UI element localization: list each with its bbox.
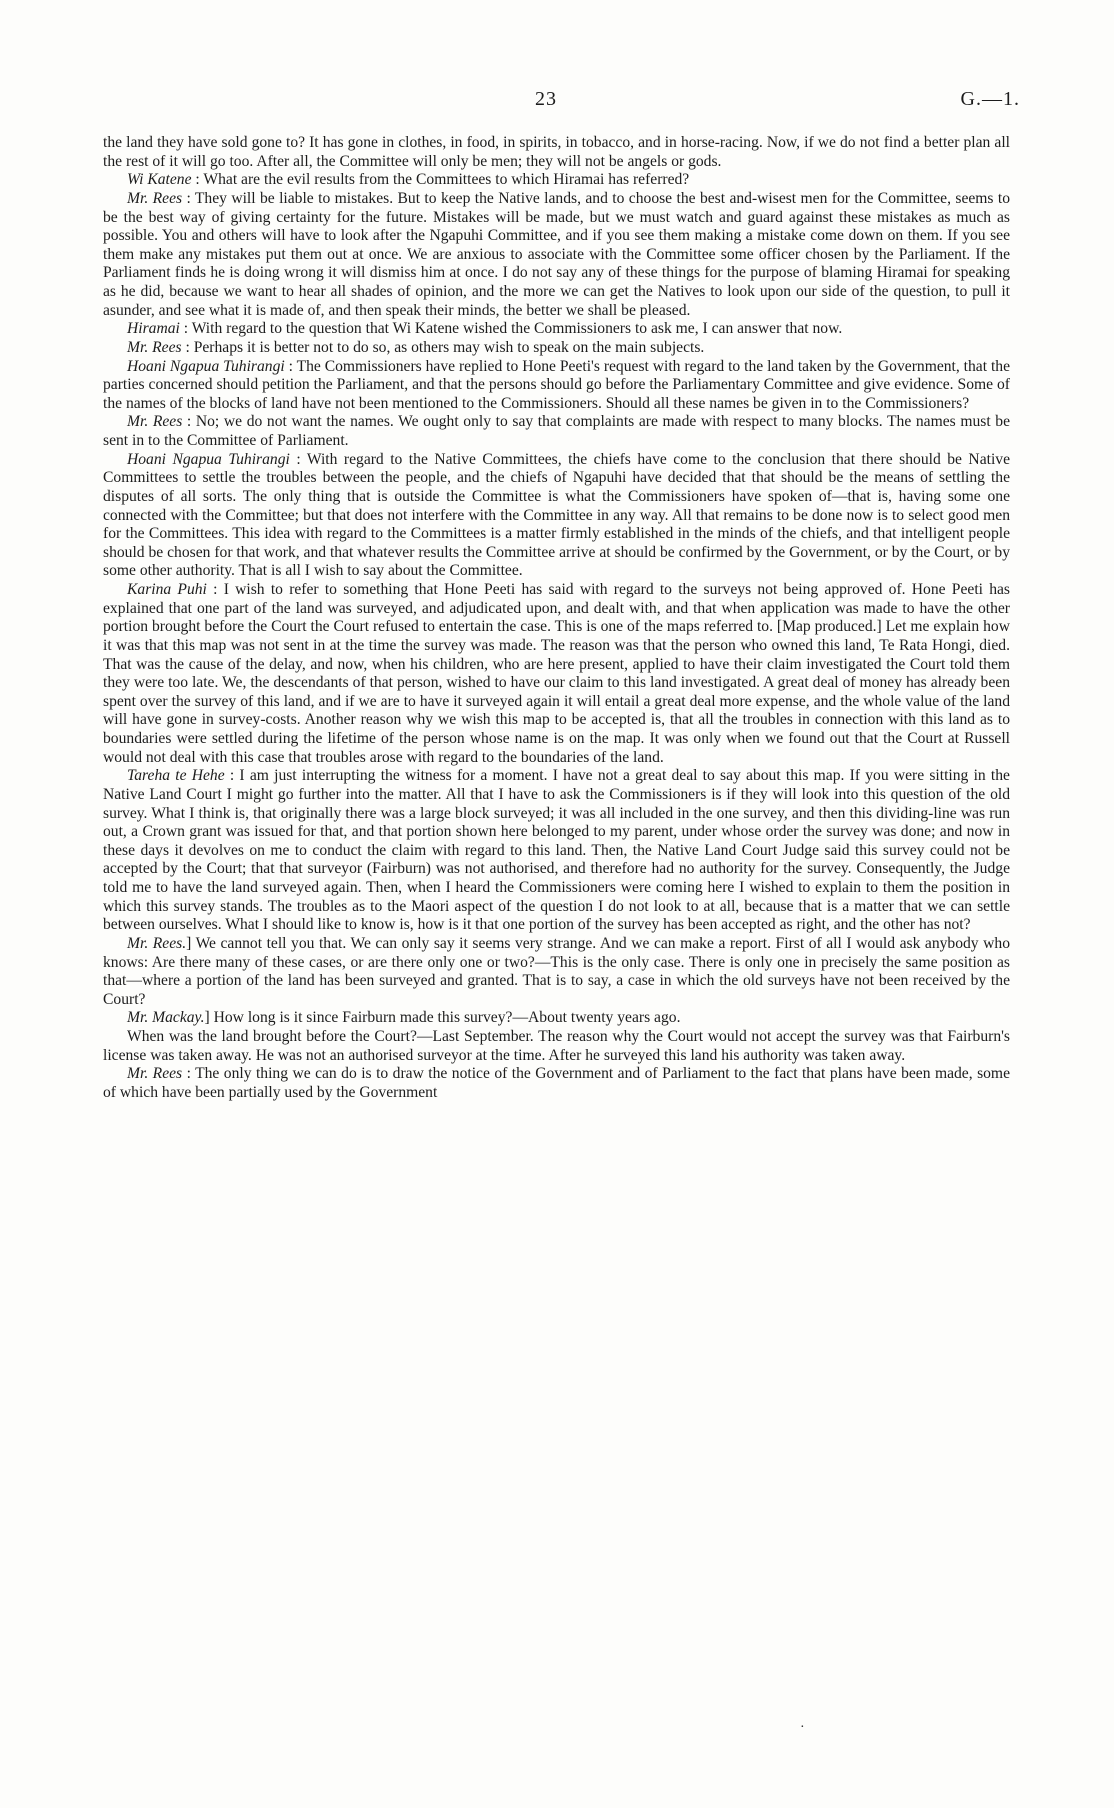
speaker-separator: : (284, 357, 297, 375)
speaker-separator: : (191, 171, 204, 189)
paragraph (103, 1009, 1010, 1028)
paragraph (103, 935, 1010, 1010)
speaker-separator: : (181, 338, 194, 356)
paragraph-text: What are the evil results from the Committees to which Hiramai has referred? (203, 171, 690, 189)
speaker-name: Hoani Ngapua Tuhirangi (127, 357, 285, 375)
paragraph-text: How long is it since Fairburn made this survey?—About twenty years ago. (213, 1009, 681, 1027)
page-number: 23 (535, 88, 557, 110)
speaker-separator: : (224, 767, 240, 785)
paragraph-text: With regard to the Native Committees, the chiefs have come to the conclusion that there should be Native Committees to settle the troubles between the people, and the chiefs of Ngapuhi have decided that that should be the means of settling the disputes of all sorts. The only thing that is outside the Committee is what the Commissioners have spoken of—that is, having some one connected with the Committee; but that does not interfere with the Committee in any way. All that remains to be done now is to select good men for the Committees. This idea with regard to the Committees is a matter firmly established in the minds of the chiefs, and that intelligent people should be chosen for that work, and that whatever results the Committee arrive at should be confirmed by the Government, or by the Court, or by some other authority. That is all I wish to say about the Committee. (103, 450, 1010, 580)
paragraph (103, 767, 1010, 935)
paragraph (103, 451, 1010, 581)
speaker-name: Mr. Rees (127, 413, 183, 431)
page-header (0, 88, 1114, 116)
paragraph-text: With regard to the question that Wi Katene wished the Commissioners to ask me, I can answer that now. (191, 320, 843, 338)
speaker-name: Mr. Rees (127, 1065, 183, 1083)
speaker-separator: ] (186, 934, 196, 952)
paragraph (103, 320, 1010, 339)
paragraph (103, 358, 1010, 414)
speaker-name: Mr. Rees (127, 338, 182, 356)
paragraph-text: When was the land brought before the Court?—Last September. The reason why the Court would not accept the survey was that Fairburn's license was taken away. He was not an authorised surveyor at the time. After he surveyed this land his authority was taken away. (103, 1028, 1010, 1064)
speaker-name: Hiramai (127, 320, 180, 338)
paragraph-text: The only thing we can do is to draw the notice of the Government and of Parliament to the fact that plans have been made, some of which have been partially used by the Government (103, 1065, 1010, 1101)
paragraph (103, 171, 1010, 190)
paragraph (103, 1028, 1010, 1065)
scan-speck: · (800, 1720, 805, 1735)
speaker-name: Mr. Rees (127, 189, 183, 207)
paragraph-text: No; we do not want the names. We ought only to say that complaints are made with respect to many blocks. The names must be sent in to the Committee of Parliament. (103, 413, 1010, 449)
speaker-separator: : (182, 1065, 196, 1083)
paragraph-text: We cannot tell you that. We can only say it seems very strange. And we can make a report. First of all I would ask anybody who knows: Are there many of these cases, or are there only one or two?—This is the only case. There is only one in precisely the same position as that—where a portion of the land has been surveyed and granted. That is to say, a case in which the old surveys have not been received by the Court? (103, 934, 1010, 1008)
speaker-separator: : (179, 320, 192, 338)
speaker-name: Karina Puhi (127, 581, 207, 598)
speaker-name: Wi Katene (127, 171, 192, 189)
paragraph-text: They will be liable to mistakes. But to keep the Native lands, and to choose the best and-wisest men for the Committee, seems to be the best way of giving certainty for the future. Mistakes will be made, but we must watch and guard against these mistakes as much as possible. You and others will have to look after the Ngapuhi Committee, and if you see them making a mistake come down on them. If you see them make any mistakes put them out at once. We are anxious to associate with the Committee some officer chosen by the Parliament. If the Parliament finds he is doing wrong it will dismiss him at once. I do not say any of these things for the purpose of blaming Hiramai for speaking as he did, because we want to hear all shades of opinion, and the more we can get the Natives to look upon our side of the question, to pull it asunder, and see what it is made of, and then speak their minds, the better we shall be pleased. (103, 189, 1011, 319)
paragraph-text: Perhaps it is better not to do so, as others may wish to speak on the main subjects. (193, 338, 705, 356)
paragraph-text: the land they have sold gone to? It has gone in clothes, in food, in spirits, in tobacco, and in horse-racing. Now, if we do not find a better plan all the rest of it will go too. After all, the Committee will only be men; they will not be angels or gods. (103, 134, 1010, 170)
speaker-separator: ] (204, 1009, 214, 1027)
speaker-name: Mr. Mackay. (127, 1009, 205, 1027)
paragraph (103, 190, 1010, 320)
paragraph (103, 413, 1010, 450)
paragraph (103, 339, 1010, 358)
paragraph-text: I wish to refer to something that Hone Peeti has said with regard to the surveys not being approved of. Hone Peeti has explained that one part of the land was surveyed, and adjudicated upon, and dealt with, and that when application was made to have the other portion brought before the Court the Court refused to entertain the case. This is one of the maps referred to. [Map produced.] Let me explain how it was that this map was not sent in at the time the survey was made. The reason was that the person who owned this land, Te Rata Hongi, died. That was the cause of the delay, and now, when his children, who are here present, applied to have their claim investigated the Court told them they were too late. We, the descendants of that person, wished to have our claim to this land investigated. A great deal of money has already been spent over the survey of this land, and if we are to have it surveyed again it will entail a great deal more expense, and the whole value of the land will have gone in survey-costs. Another reason why we wish this map to be accepted is, that all the troubles in connection with this land as to boundaries were settled during the lifetime of the person whose name is on the map. It was only when we found out that the Court at Russell would not deal with this case that troubles arose with regard to the boundaries of the land. (103, 581, 1011, 766)
speaker-name: Tareha te Hehe (127, 767, 225, 785)
speaker-name: Mr. Rees. (127, 934, 187, 952)
speaker-separator: : (182, 413, 196, 431)
paragraph (103, 581, 1010, 767)
speaker-separator: : (182, 189, 195, 207)
document-reference: G.—1. (960, 88, 1020, 110)
paragraph (103, 1065, 1010, 1102)
speaker-name: Hoani Ngapua Tuhirangi (127, 450, 290, 468)
paragraph (103, 134, 1010, 171)
paragraph-text: The Commissioners have replied to Hone Peeti's request with regard to the land taken by the Government, that the parties concerned should petition the Parliament, and that the persons should go before the Parliamentary Committee and give evidence. Some of the names of the blocks of land have not been mentioned to the Commissioners. Should all these names be given in to the Commissioners? (103, 357, 1010, 412)
speaker-separator: : (206, 581, 224, 598)
speaker-separator: : (289, 450, 307, 468)
paragraph-text: I am just interrupting the witness for a moment. I have not a great deal to say about this map. If you were sitting in the Native Land Court I might go further into the matter. All that I have to ask the Commissioners is if they will look into this question of the old survey. What I think is, that originally there was a large block surveyed; it was all included in the one survey, and then this dividing-line was run out, a Crown grant was issued for that, and that portion shown here belonged to my parent, under whose order the survey was done; and now in these days it devolves on me to conduct the claim with regard to this land. Then, the Native Land Court Judge said this survey could not be accepted by the Court; that that surveyor (Fairburn) was not authorised, and therefore had no authority for the survey. Consequently, the Judge told me to have the land surveyed again. Then, when I heard the Commissioners were coming here I wished to explain to them the position in which this survey stands. The troubles as to the Maori aspect of the question I do not look to at all, because that is a matter that we can settle between ourselves. What I should like to know is, how is it that one portion of the survey has been accepted as right, and the other has not? (103, 767, 1010, 934)
body-text (103, 134, 1010, 1103)
